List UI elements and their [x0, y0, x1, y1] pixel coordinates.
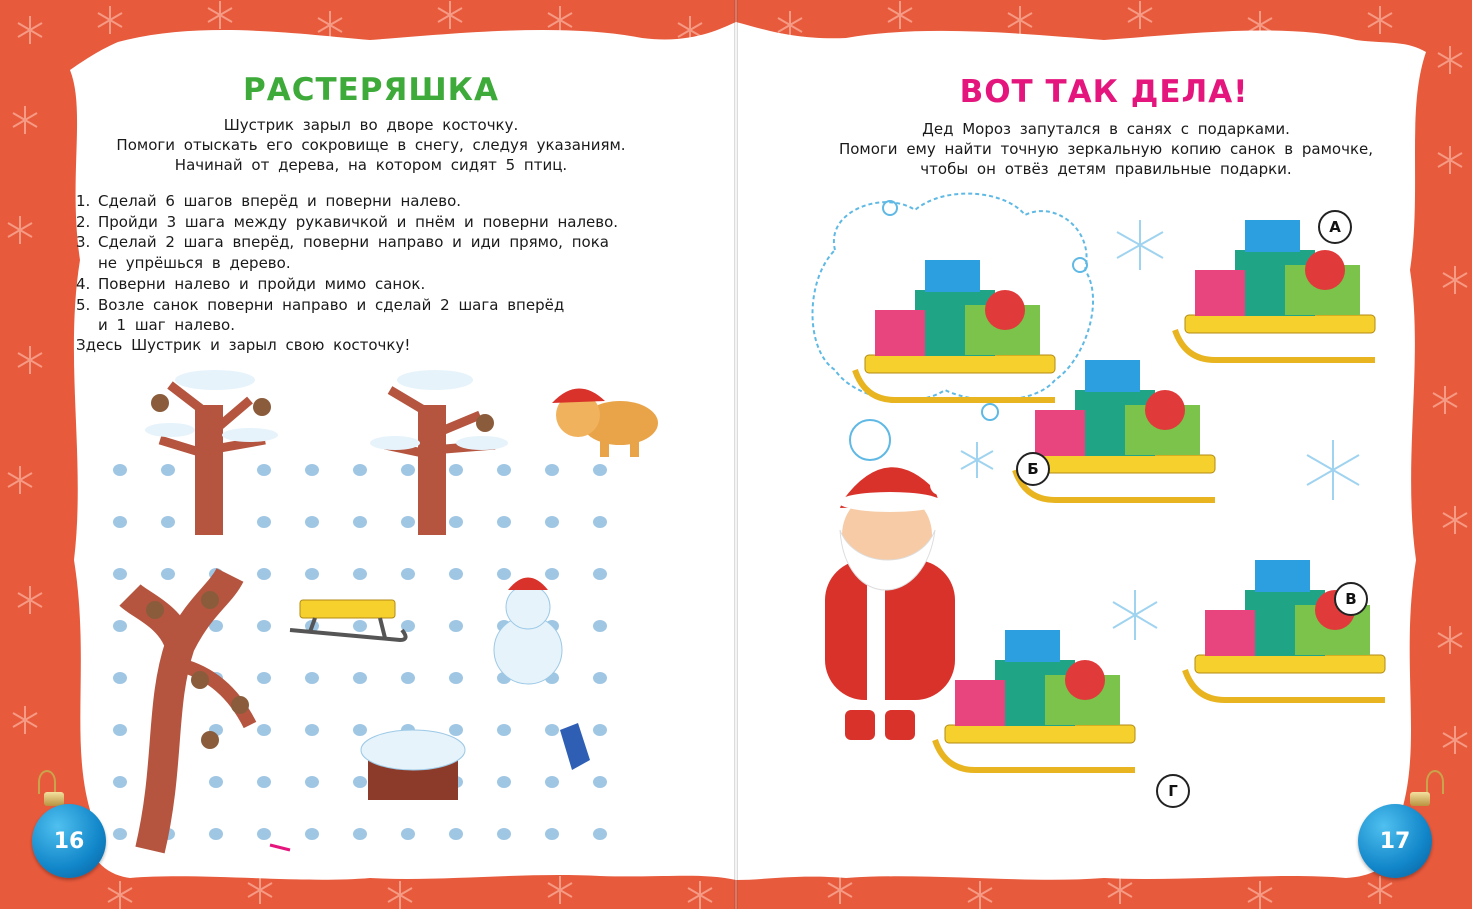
paw-print-icon: [257, 776, 271, 788]
book-gutter: [734, 0, 738, 909]
ornament-cap-icon: [1410, 792, 1430, 806]
right-intro-line: Помоги ему найти точную зеркальную копию санок в рамочке,: [838, 140, 1374, 158]
paw-print-icon: [257, 724, 271, 736]
option-badge-g[interactable]: Г: [1156, 774, 1190, 808]
paw-print-icon: [497, 516, 511, 528]
paw-print-icon: [353, 620, 367, 632]
paw-print-icon: [593, 620, 607, 632]
paw-print-icon: [593, 724, 607, 736]
paw-print-icon: [401, 516, 415, 528]
tree-icon: [130, 575, 250, 850]
paw-print-icon: [113, 464, 127, 476]
left-page-title: РАСТЕРЯШКА: [242, 72, 499, 108]
paw-print-icon: [305, 828, 319, 840]
paw-print-icon: [113, 620, 127, 632]
paw-print-icon: [305, 568, 319, 580]
paw-print-icon: [161, 568, 175, 580]
stump-icon: [361, 730, 465, 800]
paw-print-icon: [257, 568, 271, 580]
paw-print-icon: [593, 776, 607, 788]
paw-print-icon: [161, 464, 175, 476]
left-intro-line: Шустрик зарыл во дворе косточку.: [223, 116, 519, 134]
snowflake-icon: [1117, 220, 1163, 270]
paw-print-icon: [305, 516, 319, 528]
paw-print-icon: [113, 516, 127, 528]
paw-print-icon: [545, 464, 559, 476]
option-badge-v[interactable]: В: [1334, 582, 1368, 616]
mitten-icon: [560, 723, 590, 770]
left-intro-line: Помоги отыскать его сокровище в снегу, следуя указаниям.: [116, 136, 626, 154]
step-text: Поверни налево и пройди мимо санок.: [98, 274, 426, 293]
tree-icon: [370, 370, 508, 535]
right-intro-line: Дед Мороз запутался в санях с подарками.: [922, 120, 1290, 138]
dog-icon: [552, 388, 658, 457]
step-item: [76, 191, 676, 212]
paw-print-icon: [113, 568, 127, 580]
step-item: [76, 212, 676, 233]
paw-print-icon: [593, 516, 607, 528]
tree-icon: [145, 370, 278, 535]
paw-print-icon: [305, 724, 319, 736]
paw-print-icon: [113, 672, 127, 684]
paw-print-icon: [593, 828, 607, 840]
paw-print-icon: [545, 828, 559, 840]
santa-icon: [825, 467, 955, 740]
paw-print-icon: [593, 672, 607, 684]
sleds-illustration: [805, 190, 1405, 820]
paw-print-icon: [497, 776, 511, 788]
paw-print-icon: [305, 672, 319, 684]
paw-print-icon: [257, 672, 271, 684]
step-item: [76, 295, 676, 336]
step-number: 3.: [76, 233, 91, 252]
paw-print-icon: [449, 620, 463, 632]
option-badge-a[interactable]: А: [1318, 210, 1352, 244]
step-text: Пройди 3 шага между рукавичкой и пнём и поверни налево.: [98, 212, 619, 231]
paw-print-icon: [593, 568, 607, 580]
paw-print-icon: [545, 516, 559, 528]
paw-print-icon: [257, 620, 271, 632]
step-number: 4.: [76, 274, 91, 293]
paw-print-icon: [257, 464, 271, 476]
ornament-hook-icon: [1426, 770, 1444, 794]
page-number-right: 17: [1358, 804, 1432, 878]
option-badge-b[interactable]: Б: [1016, 452, 1050, 486]
paw-print-icon: [353, 568, 367, 580]
page-number-left: 16: [32, 804, 106, 878]
snowman-icon: [494, 578, 562, 685]
instruction-steps: [76, 191, 676, 336]
snowflake-icon: [1113, 590, 1157, 640]
paw-print-icon: [305, 464, 319, 476]
step-text: Сделай 6 шагов вперёд и поверни налево.: [98, 192, 462, 210]
paw-print-icon: [497, 568, 511, 580]
final-line: Здесь Шустрик и зарыл свою косточку!: [76, 336, 411, 354]
paw-print-icon: [593, 464, 607, 476]
paw-print-icon: [353, 672, 367, 684]
paw-print-icon: [353, 828, 367, 840]
paw-print-icon: [257, 516, 271, 528]
step-item: [76, 274, 676, 295]
left-intro-line: Начинай от дерева, на котором сидят 5 птиц.: [174, 156, 568, 174]
step-number: 1.: [76, 192, 91, 210]
paw-print-icon: [113, 724, 127, 736]
left-intro: [80, 115, 662, 175]
paw-print-icon: [497, 828, 511, 840]
paw-print-icon: [161, 516, 175, 528]
step-text: и 1 шаг налево.: [98, 316, 235, 335]
right-intro: [816, 119, 1396, 179]
paw-print-icon: [257, 828, 271, 840]
thought-bubble-icon: [850, 420, 890, 460]
paw-print-icon: [209, 828, 223, 840]
paw-print-icon: [353, 776, 367, 788]
step-item: [76, 232, 676, 273]
paw-print-icon: [401, 828, 415, 840]
paw-print-icon: [497, 724, 511, 736]
paw-print-icon: [497, 464, 511, 476]
sled-with-gifts-icon: [935, 630, 1135, 770]
paw-print-icon: [449, 672, 463, 684]
step-number: 2.: [76, 212, 91, 231]
step-number: 5.: [76, 295, 91, 314]
paw-maze-illustration: [100, 345, 660, 865]
paw-print-icon: [545, 568, 559, 580]
sled-with-gifts-icon: [1175, 220, 1375, 360]
step-text: Сделай 2 шага вперёд, поверни направо и иди прямо, пока: [98, 233, 609, 252]
thought-bubble-icon: [982, 404, 998, 420]
paw-print-icon: [305, 776, 319, 788]
paw-print-icon: [353, 464, 367, 476]
right-intro-line: чтобы он отвёз детям правильные подарки.: [920, 160, 1292, 178]
ornament-hook-icon: [38, 770, 56, 794]
paw-print-icon: [545, 776, 559, 788]
paw-print-icon: [209, 776, 223, 788]
snowflake-icon: [961, 442, 993, 478]
step-text: Возле санок поверни направо и сделай 2 шага вперёд: [98, 295, 565, 314]
sled-icon: [290, 600, 406, 640]
paw-print-icon: [353, 724, 367, 736]
snowflake-icon: [1307, 440, 1359, 500]
paw-print-icon: [401, 464, 415, 476]
paw-print-icon: [449, 516, 463, 528]
paw-print-icon: [449, 724, 463, 736]
paw-print-icon: [449, 464, 463, 476]
paw-print-icon: [449, 828, 463, 840]
step-text: не упрёшься в дерево.: [98, 254, 291, 273]
paw-print-icon: [353, 516, 367, 528]
paw-print-icon: [113, 828, 127, 840]
right-page-title: ВОТ ТАК ДЕЛА!: [959, 74, 1249, 110]
paw-print-icon: [113, 776, 127, 788]
paw-print-icon: [449, 568, 463, 580]
sled-with-gifts-icon: [1185, 560, 1385, 700]
paw-print-icon: [401, 672, 415, 684]
arrow-icon: [270, 845, 290, 850]
paw-print-icon: [545, 724, 559, 736]
paw-print-icon: [401, 568, 415, 580]
